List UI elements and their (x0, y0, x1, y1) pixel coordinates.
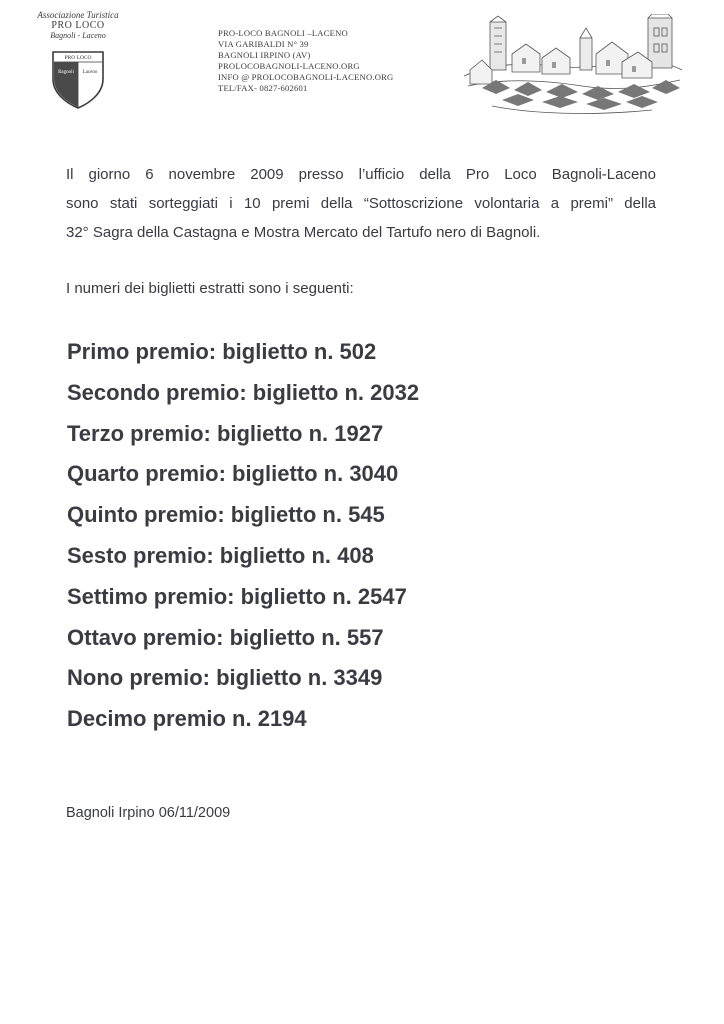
intro-line-3: 32° Sagra della Castagna e Mostra Mercato del Tartufo nero di Bagnoli. (66, 224, 541, 241)
intro-line-1: Il giorno 6 novembre 2009 presso l’ufficio della Pro Loco Bagnoli-Laceno (66, 166, 656, 183)
address-line: INFO @ PROLOCOBAGNOLI-LACENO.ORG (218, 72, 394, 82)
intro-paragraph (66, 160, 656, 247)
pro-loco-logo (28, 10, 128, 111)
address-line: PRO-LOCO BAGNOLI –LACENO (218, 28, 348, 38)
prize-list (67, 332, 419, 740)
shield-right-text: Laceno (82, 70, 98, 75)
lead-sentence: I numeri dei biglietti estratti sono i seguenti: (66, 280, 354, 297)
address-line: PROLOCOBAGNOLI-LACENO.ORG (218, 61, 360, 71)
logo-proloco-text: PRO LOCO (51, 20, 105, 31)
place-and-date: Bagnoli Irpino 06/11/2009 (66, 805, 231, 821)
prize-item-7: Settimo premio: biglietto n. 2547 (67, 583, 407, 609)
prize-item-5: Quinto premio: biglietto n. 545 (67, 502, 385, 528)
prize-item-4: Quarto premio: biglietto n. 3040 (67, 461, 399, 487)
address-line: BAGNOLI IRPINO (AV) (218, 50, 311, 60)
prize-item-3: Terzo premio: biglietto n. 1927 (67, 420, 384, 446)
shield-icon (50, 49, 106, 111)
town-sketch-illustration (462, 14, 684, 118)
prize-item-8: Ottavo premio: biglietto n. 557 (67, 624, 384, 650)
address-line: VIA GARIBALDI N° 39 (218, 39, 309, 49)
intro-line-2: sono stati sorteggiati i 10 premi della “Sottoscrizione volontaria a premi” della (66, 195, 656, 212)
prize-item-1: Primo premio: biglietto n. 502 (67, 339, 377, 364)
shield-left-text: Bagnoli (58, 70, 74, 75)
prize-item-10: Decimo premio n. 2194 (67, 706, 307, 732)
letterhead-address (218, 28, 393, 94)
prize-item-2: Secondo premio: biglietto n. 2032 (67, 379, 420, 405)
logo-town-text: Bagnoli - Laceno (50, 31, 106, 40)
prize-item-6: Sesto premio: biglietto n. 408 (67, 542, 374, 568)
prize-item-9: Nono premio: biglietto n. 3349 (67, 665, 383, 691)
shield-top-text: PRO LOCO (64, 55, 92, 61)
address-line: TEL/FAX- 0827-602601 (218, 83, 308, 93)
logo-association-text: Associazione Turistica (37, 10, 119, 20)
